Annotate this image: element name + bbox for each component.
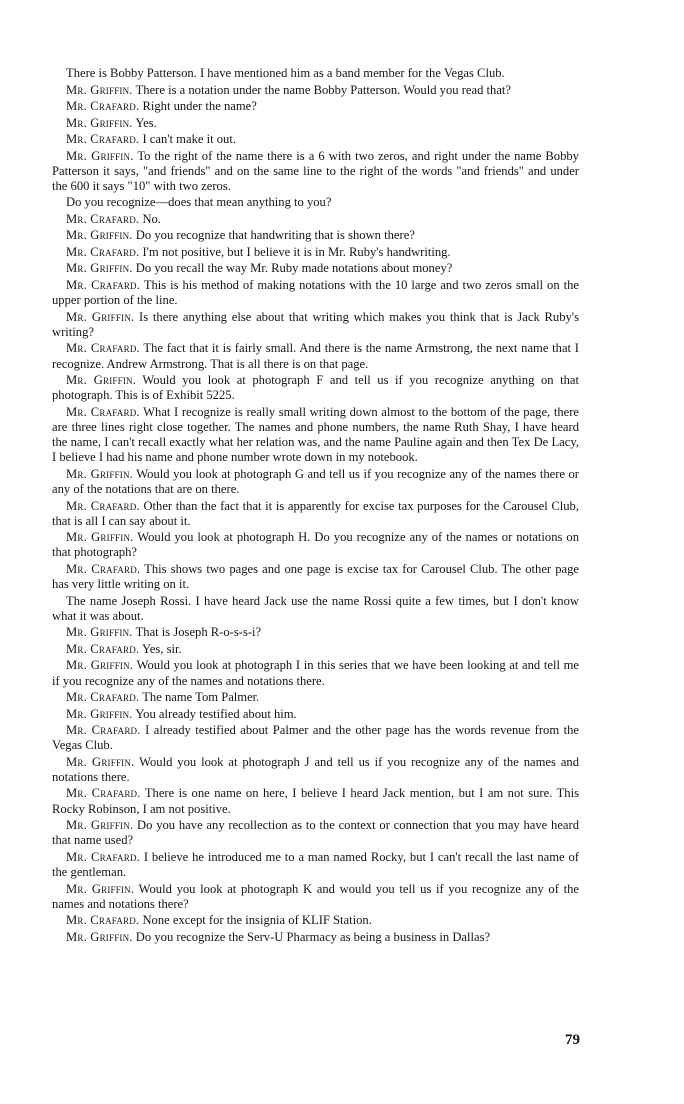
paragraph-text: No.: [139, 211, 161, 226]
paragraph-text: Yes, sir.: [139, 641, 182, 656]
speaker-label: Mr. Griffin.: [66, 658, 134, 673]
speaker-label: Mr. Griffin.: [66, 373, 137, 388]
paragraph-text: Do you recognize the Serv-U Pharmacy as being a business in Dallas?: [132, 929, 491, 944]
speaker-label: Mr. Crafard.: [66, 786, 141, 801]
speaker-label: Mr. Crafard.: [66, 99, 140, 113]
testimony-paragraph: [52, 212, 579, 227]
speaker-label: Mr. Griffin.: [66, 706, 133, 721]
paragraph-text: Do you recognize that handwriting that is shown there?: [132, 228, 415, 243]
testimony-paragraph: [52, 530, 579, 560]
testimony-paragraph: [52, 66, 579, 81]
speaker-label: Mr. Crafard.: [66, 211, 140, 226]
testimony-paragraph: [52, 913, 579, 928]
paragraph-text: This shows two pages and one page is excise tax for Carousel Club. The other page has very little writing on it.: [52, 561, 580, 592]
paragraph-text: Would you look at photograph G and tell us if you recognize any of the names there or any of the notations that are on there.: [52, 466, 579, 497]
testimony-paragraph: [52, 149, 579, 195]
testimony-paragraph: [52, 278, 579, 308]
speaker-label: Mr. Crafard.: [66, 849, 140, 864]
speaker-label: Mr. Griffin.: [66, 148, 134, 163]
speaker-label: Mr. Crafard.: [66, 913, 140, 928]
testimony-paragraph: [52, 116, 579, 131]
testimony-paragraph: [52, 245, 579, 260]
testimony-paragraph: [52, 99, 579, 114]
paragraph-text: What I recognize is really small writing down almost to the bottom of the page, there are three lines right close together. The names and phone numbers, the name Ruth Shay, I have heard the name, I can't recall exactly what her relation was, and the name Pauline again and then Tex De Lacy, I believe I had his name and phone number wrote down in my notebook.: [52, 404, 579, 465]
paragraph-text: There is a notation under the name Bobby Patterson. Would you read that?: [132, 82, 511, 97]
testimony-paragraph: [52, 228, 579, 243]
testimony-paragraph: [52, 261, 579, 276]
paragraph-text: Is there anything else about that writing which makes you think that is Jack Ruby's writing?: [52, 309, 579, 339]
testimony-paragraph: [52, 658, 579, 688]
paragraph-text: Would you look at photograph F and tell us if you recognize anything on that photograph. This is of Exhibit 5225.: [52, 373, 579, 403]
paragraph-text: I believe he introduced me to a man named Rocky, but I can't recall the last name of the gentleman.: [52, 849, 579, 880]
testimony-paragraph: [52, 882, 579, 912]
paragraph-text: The name Joseph Rossi. I have heard Jack use the name Rossi quite a few times, but I don't know what it was about.: [52, 593, 579, 623]
speaker-label: Mr. Griffin.: [66, 309, 135, 324]
paragraph-text: I already testified about Palmer and the other page has the words revenue from the Vegas Club.: [52, 723, 579, 753]
paragraph-text: That is Joseph R-o-s-s-i?: [132, 625, 262, 640]
speaker-label: Mr. Crafard.: [66, 690, 140, 705]
paragraph-text: Other than the fact that it is apparently for excise tax purposes for the Carousel Club, that is all I can say about it.: [52, 498, 579, 528]
paragraph-text: Would you look at photograph J and tell us if you recognize any of the names and notations there.: [52, 754, 579, 784]
paragraph-text: None except for the insignia of KLIF Station.: [139, 913, 372, 928]
testimony-paragraph: [52, 786, 579, 816]
speaker-label: Mr. Griffin.: [66, 625, 133, 640]
speaker-label: Mr. Crafard.: [66, 404, 140, 419]
testimony-paragraph: [52, 723, 579, 753]
speaker-label: Mr. Crafard.: [66, 498, 140, 513]
paragraph-text: Right under the name?: [139, 99, 257, 113]
testimony-paragraph: [52, 755, 579, 785]
paragraph-text: Do you have any recollection as to the context or connection that you may have heard that name used?: [52, 818, 579, 848]
speaker-label: Mr. Crafard.: [66, 277, 141, 292]
testimony-paragraph: [52, 373, 579, 403]
testimony-text: [52, 66, 579, 946]
speaker-label: Mr. Griffin.: [66, 261, 133, 276]
testimony-paragraph: [52, 642, 579, 657]
paragraph-text: Would you look at photograph I in this series that we have been looking at and tell me if you recognize any of the names and notations there.: [52, 658, 579, 688]
page-number: 79: [565, 1032, 580, 1048]
speaker-label: Mr. Griffin.: [66, 228, 133, 243]
testimony-paragraph: [52, 625, 579, 640]
speaker-label: Mr. Crafard.: [66, 723, 141, 738]
speaker-label: Mr. Griffin.: [66, 754, 135, 769]
testimony-paragraph: [52, 850, 579, 880]
paragraph-text: The fact that it is fairly small. And there is the name Armstrong, the next name that I recognize. Andrew Armstrong. That is all there is on that page.: [52, 341, 579, 371]
testimony-paragraph: [52, 499, 579, 529]
paragraph-text: Would you look at photograph K and would you tell us if you recognize any of the names and notations there?: [52, 881, 579, 911]
testimony-paragraph: [52, 195, 579, 210]
speaker-label: Mr. Crafard.: [66, 244, 140, 259]
testimony-paragraph: [52, 594, 579, 624]
testimony-paragraph: [52, 310, 579, 340]
paragraph-text: I can't make it out.: [139, 132, 236, 146]
paragraph-text: I'm not positive, but I believe it is in Mr. Ruby's handwriting.: [139, 244, 451, 259]
testimony-paragraph: [52, 132, 579, 147]
testimony-paragraph: [52, 707, 579, 722]
speaker-label: Mr. Griffin.: [66, 881, 135, 896]
paragraph-text: The name Tom Palmer.: [139, 690, 260, 705]
paragraph-text: Do you recognize—does that mean anything to you?: [66, 195, 332, 210]
speaker-label: Mr. Crafard.: [66, 132, 140, 146]
paragraph-text: You already testified about him.: [132, 706, 297, 721]
paragraph-text: Yes.: [132, 115, 157, 130]
testimony-paragraph: [52, 405, 579, 466]
testimony-paragraph: [52, 562, 579, 592]
speaker-label: Mr. Griffin.: [66, 530, 134, 545]
paragraph-text: Do you recall the way Mr. Ruby made notations about money?: [132, 261, 453, 276]
testimony-paragraph: [52, 467, 579, 497]
paragraph-text: This is his method of making notations with the 10 large and two zeros small on the upper portion of the line.: [52, 277, 579, 308]
speaker-label: Mr. Griffin.: [66, 818, 134, 833]
speaker-label: Mr. Griffin.: [66, 115, 133, 130]
speaker-label: Mr. Griffin.: [66, 929, 133, 944]
speaker-label: Mr. Crafard.: [66, 341, 140, 356]
testimony-paragraph: [52, 930, 579, 945]
paragraph-text: To the right of the name there is a 6 with two zeros, and right under the name Bobby Patterson it says, "and friends" and on the same line to the right of the words "and friends" and under the 600 it says "10" with two zeros.: [52, 148, 579, 193]
testimony-paragraph: [52, 341, 579, 371]
paragraph-text: There is one name on here, I believe I heard Jack mention, but I am not sure. This Rocky Robinson, I am not positive.: [52, 786, 579, 816]
speaker-label: Mr. Crafard.: [66, 561, 141, 576]
paragraph-text: There is Bobby Patterson. I have mentioned him as a band member for the Vegas Club.: [66, 66, 505, 80]
speaker-label: Mr. Griffin.: [66, 466, 134, 481]
speaker-label: Mr. Crafard.: [66, 641, 140, 656]
testimony-paragraph: [52, 818, 579, 848]
testimony-paragraph: [52, 690, 579, 705]
paragraph-text: Would you look at photograph H. Do you recognize any of the names or notations on that photograph?: [52, 530, 580, 560]
speaker-label: Mr. Griffin.: [66, 82, 133, 97]
testimony-paragraph: [52, 83, 579, 98]
